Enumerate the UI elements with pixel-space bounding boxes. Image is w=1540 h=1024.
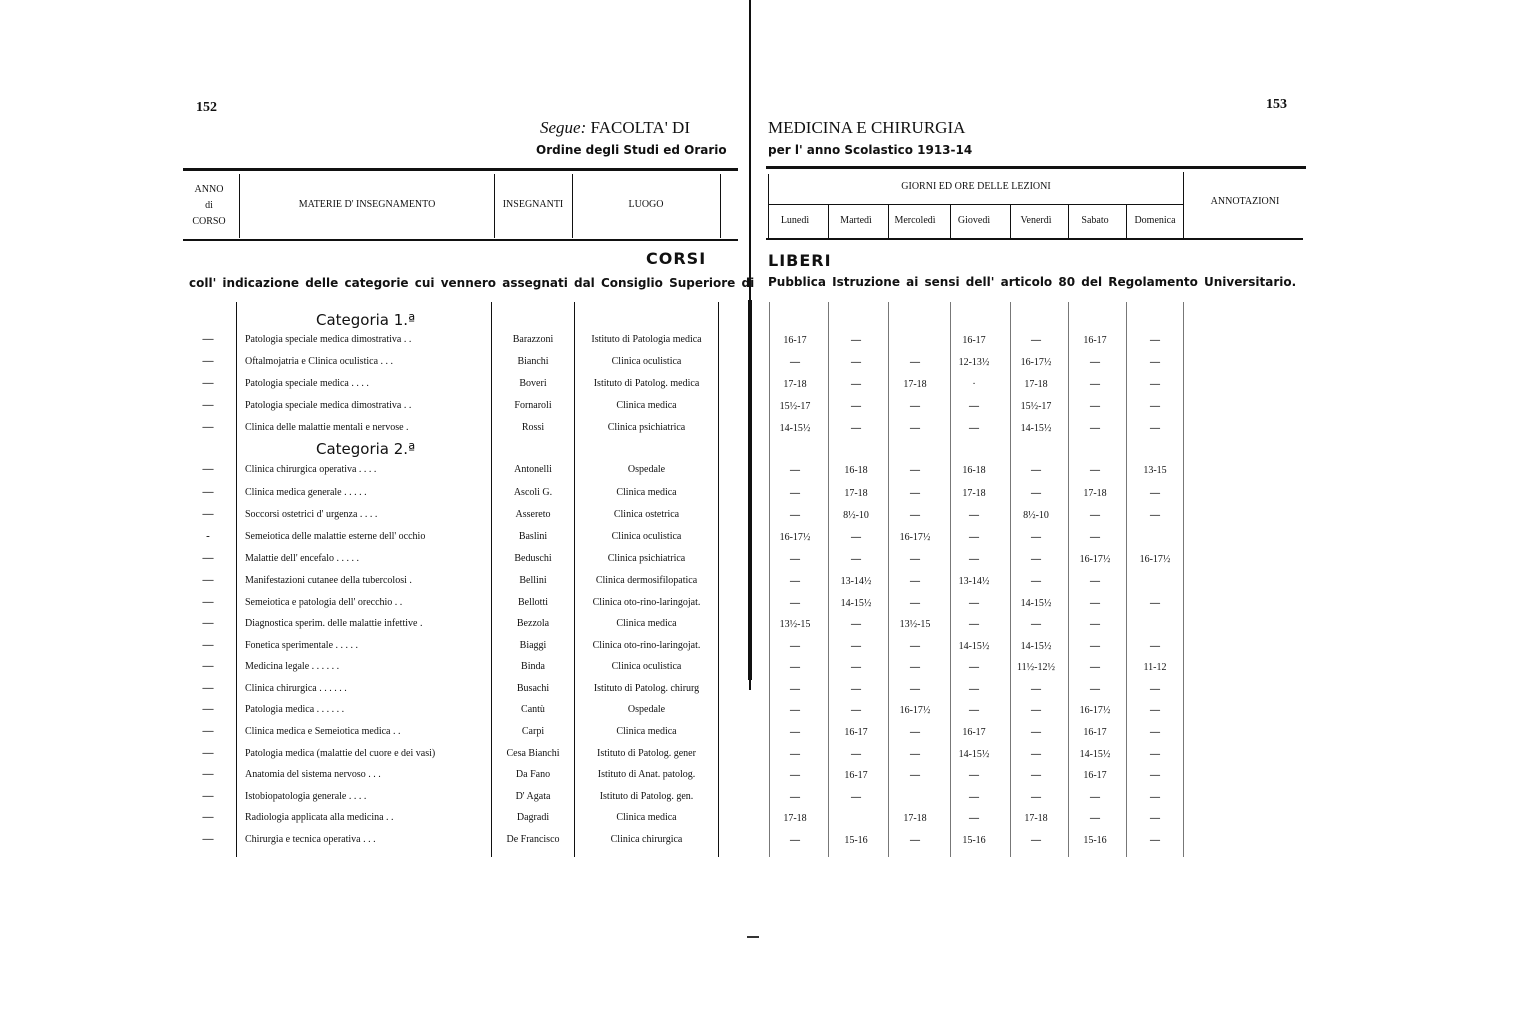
row-luogo: Istituto di Patolog. gener: [597, 748, 696, 759]
title-prefix: Segue:: [540, 118, 587, 137]
row-orario-martedì: —: [851, 684, 861, 695]
row-orario-giovedì: 13-14½: [958, 576, 990, 587]
row-anno: —: [202, 682, 214, 694]
right-title: MEDICINA E CHIRURGIA: [768, 118, 966, 137]
row-orario-domenica: —: [1150, 423, 1160, 434]
row-luogo: Clinica medica: [616, 618, 677, 629]
row-luogo: Istituto di Patolog. gen.: [599, 791, 694, 802]
row-orario-mercoledì: —: [910, 423, 920, 434]
row-orario-martedì: —: [851, 619, 861, 630]
row-anno: —: [202, 421, 214, 433]
row-orario-venerdì: 15½-17: [1020, 401, 1052, 412]
row-orario-domenica: —: [1150, 813, 1160, 824]
row-orario-giovedì: 12-13½: [958, 357, 990, 368]
category-1-title: Categoria 1.ª: [316, 311, 416, 329]
annotazioni-header: ANNOTAZIONI: [1210, 196, 1280, 207]
row-materia: Clinica chirurgica . . . . . .: [245, 683, 347, 694]
row-insegnante: D' Agata: [515, 791, 551, 802]
row-luogo: Istituto di Patolog. chirurg: [593, 683, 700, 694]
row-orario-mercoledì: —: [910, 727, 920, 738]
row-insegnante: Beduschi: [514, 553, 552, 564]
row-orario-domenica: —: [1150, 335, 1160, 346]
hdr-sep-r8: [1183, 172, 1184, 238]
category-2-title: Categoria 2.ª: [316, 440, 416, 458]
day-header-2: Mercoledì: [894, 215, 936, 226]
row-orario-mercoledì: —: [910, 465, 920, 476]
day-header-sep: [950, 205, 951, 238]
row-insegnante: Biaggi: [519, 640, 547, 651]
row-insegnante: Baslini: [518, 531, 548, 542]
row-anno: —: [202, 355, 214, 367]
row-luogo: Clinica medica: [616, 812, 677, 823]
row-orario-giovedì: 16-18: [962, 465, 986, 476]
row-materia: Anatomia del sistema nervoso . . .: [245, 769, 381, 780]
day-header-sep: [1126, 205, 1127, 238]
row-anno: —: [202, 333, 214, 345]
row-orario-sabato: —: [1090, 465, 1100, 476]
giorni-subrule: [769, 204, 1183, 205]
row-orario-sabato: —: [1090, 684, 1100, 695]
row-anno: —: [202, 790, 214, 802]
right-page-number: 153: [1266, 97, 1287, 112]
row-orario-mercoledì: —: [910, 684, 920, 695]
luogo-header: LUOGO: [628, 199, 664, 210]
row-insegnante: Carpi: [521, 726, 545, 737]
row-orario-martedì: 15-16: [844, 835, 868, 846]
row-orario-mercoledì: 17-18: [903, 379, 927, 390]
row-anno: —: [202, 377, 214, 389]
row-orario-mercoledì: 13½-15: [899, 619, 931, 630]
row-orario-giovedì: 15-16: [962, 835, 986, 846]
row-luogo: Clinica ostetrica: [613, 509, 680, 520]
row-orario-mercoledì: —: [910, 554, 920, 565]
row-anno: —: [202, 811, 214, 823]
row-orario-venerdì: 11½-12½: [1017, 662, 1055, 673]
row-orario-domenica: —: [1150, 488, 1160, 499]
row-orario-lunedì: —: [790, 357, 800, 368]
row-anno: —: [202, 660, 214, 672]
row-materia: Semeiotica delle malattie esterne dell' occhio: [245, 531, 426, 542]
row-orario-domenica: —: [1150, 705, 1160, 716]
row-anno: —: [202, 508, 214, 520]
row-orario-lunedì: 17-18: [783, 813, 807, 824]
row-orario-sabato: —: [1090, 576, 1100, 587]
bottom-mark: [747, 936, 759, 938]
row-orario-sabato: —: [1090, 662, 1100, 673]
row-orario-venerdì: —: [1031, 576, 1041, 587]
row-insegnante: Da Fano: [515, 769, 551, 780]
row-luogo: Clinica medica: [616, 400, 677, 411]
row-insegnante: Fornaroli: [514, 400, 552, 411]
row-orario-lunedì: —: [790, 598, 800, 609]
row-orario-giovedì: 14-15½: [958, 641, 990, 652]
row-orario-lunedì: 16-17: [783, 335, 807, 346]
row-insegnante: Cesa Bianchi: [506, 748, 560, 759]
row-orario-sabato: —: [1090, 357, 1100, 368]
row-materia: Istobiopatologia generale . . . .: [245, 791, 367, 802]
row-orario-venerdì: 14-15½: [1020, 598, 1052, 609]
row-orario-domenica: —: [1150, 727, 1160, 738]
anno-header-line1: ANNO: [194, 184, 224, 195]
row-materia: Clinica medica generale . . . . .: [245, 487, 367, 498]
row-orario-martedì: 16-17: [844, 727, 868, 738]
row-orario-domenica: —: [1150, 357, 1160, 368]
row-luogo: Clinica oculistica: [611, 661, 682, 672]
row-orario-sabato: —: [1090, 532, 1100, 543]
row-orario-giovedì: —: [969, 510, 979, 521]
row-orario-sabato: 16-17: [1083, 335, 1107, 346]
row-orario-martedì: —: [851, 554, 861, 565]
row-insegnante: Dagradi: [516, 812, 550, 823]
row-orario-giovedì: ·: [972, 379, 976, 390]
row-anno: —: [202, 463, 214, 475]
row-orario-lunedì: 14-15½: [779, 423, 811, 434]
row-luogo: Clinica chirurgica: [610, 834, 683, 845]
row-orario-giovedì: —: [969, 619, 979, 630]
row-anno: —: [202, 725, 214, 737]
row-orario-venerdì: —: [1031, 554, 1041, 565]
insegnanti-header: INSEGNANTI: [502, 199, 564, 210]
row-orario-domenica: —: [1150, 379, 1160, 390]
row-insegnante: Antonelli: [514, 464, 552, 475]
row-materia: Clinica chirurgica operativa . . . .: [245, 464, 377, 475]
right-subtitle: per l' anno Scolastico 1913-14: [768, 143, 973, 157]
row-orario-mercoledì: 16-17½: [899, 705, 931, 716]
row-orario-domenica: 16-17½: [1139, 554, 1171, 565]
row-orario-sabato: —: [1090, 641, 1100, 652]
row-materia: Fonetica sperimentale . . . . .: [245, 640, 359, 651]
row-orario-giovedì: 16-17: [962, 335, 986, 346]
row-orario-giovedì: 16-17: [962, 727, 986, 738]
row-materia: Semeiotica e patologia dell' orecchio . .: [245, 597, 403, 608]
row-orario-martedì: 13-14½: [840, 576, 872, 587]
row-orario-sabato: 16-17½: [1079, 705, 1111, 716]
row-orario-martedì: —: [851, 401, 861, 412]
row-anno: —: [202, 399, 214, 411]
row-orario-martedì: —: [851, 749, 861, 760]
row-luogo: Istituto di Anat. patolog.: [597, 769, 696, 780]
row-orario-sabato: —: [1090, 619, 1100, 630]
row-orario-lunedì: 13½-15: [779, 619, 811, 630]
row-orario-giovedì: —: [969, 532, 979, 543]
row-orario-domenica: —: [1150, 770, 1160, 781]
row-materia: Clinica delle malattie mentali e nervose .: [245, 422, 409, 433]
row-orario-domenica: 11-12: [1143, 662, 1167, 673]
row-orario-giovedì: —: [969, 770, 979, 781]
row-luogo: Istituto di Patologia medica: [591, 334, 702, 345]
row-orario-lunedì: —: [790, 684, 800, 695]
right-header-top-rule: [766, 166, 1306, 169]
day-header-1: Martedì: [840, 215, 872, 226]
day-header-4: Venerdì: [1020, 215, 1052, 226]
row-orario-venerdì: —: [1031, 619, 1041, 630]
row-materia: Medicina legale . . . . . .: [245, 661, 340, 672]
day-header-5: Sabato: [1081, 215, 1109, 226]
row-orario-venerdì: 17-18: [1024, 813, 1048, 824]
row-orario-venerdì: —: [1031, 835, 1041, 846]
row-orario-mercoledì: —: [910, 662, 920, 673]
row-orario-mercoledì: —: [910, 835, 920, 846]
row-orario-martedì: —: [851, 423, 861, 434]
row-anno: —: [202, 833, 214, 845]
row-orario-venerdì: 16-17½: [1020, 357, 1052, 368]
left-subtitle: Ordine degli Studi ed Orario: [536, 143, 727, 157]
row-insegnante: Binda: [521, 661, 545, 672]
row-materia: Chirurgia e tecnica operativa . . .: [245, 834, 376, 845]
row-orario-venerdì: 14-15½: [1020, 641, 1052, 652]
row-materia: Manifestazioni cutanee della tubercolosi .: [245, 575, 412, 586]
row-orario-venerdì: —: [1031, 727, 1041, 738]
left-header-top-rule: [183, 168, 738, 171]
row-orario-giovedì: —: [969, 813, 979, 824]
row-anno: —: [202, 617, 214, 629]
row-orario-martedì: —: [851, 357, 861, 368]
row-orario-martedì: —: [851, 335, 861, 346]
row-orario-lunedì: —: [790, 641, 800, 652]
row-orario-sabato: —: [1090, 598, 1100, 609]
row-orario-venerdì: —: [1031, 488, 1041, 499]
day-header-sep: [1010, 205, 1011, 238]
row-orario-martedì: 14-15½: [840, 598, 872, 609]
row-orario-mercoledì: —: [910, 510, 920, 521]
row-orario-giovedì: —: [969, 684, 979, 695]
row-orario-venerdì: —: [1031, 532, 1041, 543]
row-orario-sabato: 15-16: [1083, 835, 1107, 846]
row-insegnante: De Francisco: [506, 834, 560, 845]
section-subtitle-left: coll' indicazione delle categorie cui vennero assegnati dal Consiglio Superiore di: [189, 276, 755, 290]
row-orario-venerdì: 17-18: [1024, 379, 1048, 390]
row-materia: Patologia speciale medica dimostrativa . .: [245, 400, 412, 411]
row-orario-lunedì: —: [790, 835, 800, 846]
row-luogo: Clinica medica: [616, 726, 677, 737]
row-orario-venerdì: —: [1031, 770, 1041, 781]
row-orario-domenica: —: [1150, 401, 1160, 412]
spine-thick: [748, 300, 752, 680]
row-orario-lunedì: —: [790, 554, 800, 565]
row-orario-giovedì: —: [969, 423, 979, 434]
row-orario-mercoledì: —: [910, 357, 920, 368]
row-orario-martedì: —: [851, 641, 861, 652]
row-insegnante: Bellini: [519, 575, 547, 586]
row-materia: Malattie dell' encefalo . . . . .: [245, 553, 359, 564]
section-title-liberi: LIBERI: [768, 251, 832, 270]
row-luogo: Clinica oto-rino-laringojat.: [592, 640, 701, 651]
row-anno: —: [202, 486, 214, 498]
row-materia: Diagnostica sperim. delle malattie infettive .: [245, 618, 423, 629]
row-orario-domenica: —: [1150, 598, 1160, 609]
row-orario-domenica: —: [1150, 792, 1160, 803]
row-luogo: Clinica oculistica: [611, 531, 682, 542]
row-orario-venerdì: —: [1031, 335, 1041, 346]
row-luogo: Clinica oculistica: [611, 356, 682, 367]
row-materia: Patologia speciale medica . . . .: [245, 378, 369, 389]
row-materia: Radiologia applicata alla medicina . .: [245, 812, 394, 823]
row-orario-sabato: —: [1090, 792, 1100, 803]
row-insegnante: Rossi: [521, 422, 545, 433]
row-materia: Patologia medica (malattie del cuore e dei vasi): [245, 748, 436, 759]
row-orario-mercoledì: —: [910, 770, 920, 781]
row-orario-martedì: —: [851, 532, 861, 543]
row-orario-martedì: —: [851, 705, 861, 716]
day-header-sep: [1068, 205, 1069, 238]
row-orario-martedì: 8½-10: [843, 510, 869, 521]
row-anno: -: [206, 530, 210, 542]
row-orario-giovedì: —: [969, 705, 979, 716]
day-header-sep: [828, 205, 829, 238]
row-orario-mercoledì: 17-18: [903, 813, 927, 824]
row-insegnante: Barazzoni: [512, 334, 554, 345]
row-orario-sabato: —: [1090, 813, 1100, 824]
row-orario-martedì: —: [851, 662, 861, 673]
row-orario-mercoledì: —: [910, 488, 920, 499]
row-orario-lunedì: —: [790, 662, 800, 673]
row-insegnante: Bezzola: [516, 618, 550, 629]
row-orario-venerdì: —: [1031, 705, 1041, 716]
row-orario-martedì: —: [851, 379, 861, 390]
row-luogo: Ospedale: [627, 464, 666, 475]
row-orario-lunedì: —: [790, 488, 800, 499]
row-orario-lunedì: —: [790, 749, 800, 760]
anno-header: [183, 182, 235, 230]
row-anno: —: [202, 747, 214, 759]
row-orario-venerdì: 8½-10: [1023, 510, 1049, 521]
row-anno: —: [202, 574, 214, 586]
day-header-sep: [888, 205, 889, 238]
row-orario-lunedì: —: [790, 510, 800, 521]
section-title-corsi: CORSI: [646, 249, 707, 268]
row-orario-venerdì: —: [1031, 465, 1041, 476]
row-orario-domenica: —: [1150, 510, 1160, 521]
row-anno: —: [202, 596, 214, 608]
row-orario-giovedì: 17-18: [962, 488, 986, 499]
row-anno: —: [202, 552, 214, 564]
row-orario-sabato: —: [1090, 423, 1100, 434]
row-luogo: Clinica psichiatrica: [607, 553, 686, 564]
row-orario-mercoledì: 16-17½: [899, 532, 931, 543]
row-orario-mercoledì: —: [910, 576, 920, 587]
row-orario-sabato: —: [1090, 510, 1100, 521]
row-orario-giovedì: —: [969, 662, 979, 673]
row-orario-sabato: 17-18: [1083, 488, 1107, 499]
left-page-number: 152: [196, 100, 217, 115]
row-anno: —: [202, 768, 214, 780]
row-orario-domenica: —: [1150, 835, 1160, 846]
row-orario-giovedì: —: [969, 598, 979, 609]
row-insegnante: Boveri: [519, 378, 547, 389]
row-orario-lunedì: —: [790, 770, 800, 781]
row-orario-lunedì: —: [790, 465, 800, 476]
row-orario-domenica: —: [1150, 684, 1160, 695]
body-sep-1: [236, 302, 237, 857]
row-orario-giovedì: —: [969, 554, 979, 565]
row-orario-sabato: 16-17: [1083, 770, 1107, 781]
row-luogo: Clinica dermosifilopatica: [595, 575, 698, 586]
row-insegnante: Cantù: [521, 704, 545, 715]
row-orario-sabato: —: [1090, 401, 1100, 412]
day-header-6: Domenica: [1134, 215, 1176, 226]
row-orario-mercoledì: —: [910, 749, 920, 760]
title-text: FACOLTA' DI: [590, 118, 690, 137]
row-orario-lunedì: —: [790, 792, 800, 803]
row-luogo: Clinica medica: [616, 487, 677, 498]
section-subtitle-right: Pubblica Istruzione ai sensi dell' articolo 80 del Regolamento Universitario.: [768, 275, 1297, 289]
row-insegnante: Assereto: [515, 509, 551, 520]
materie-header: MATERIE D' INSEGNAMENTO: [298, 199, 436, 210]
row-orario-martedì: 17-18: [844, 488, 868, 499]
row-orario-lunedì: —: [790, 705, 800, 716]
row-orario-giovedì: —: [969, 792, 979, 803]
row-orario-giovedì: 14-15½: [958, 749, 990, 760]
row-orario-martedì: 16-18: [844, 465, 868, 476]
row-insegnante: Busachi: [516, 683, 550, 694]
hdr-sep-4: [720, 174, 721, 238]
row-anno: —: [202, 639, 214, 651]
row-luogo: Ospedale: [627, 704, 666, 715]
row-insegnante: Ascoli G.: [513, 487, 553, 498]
row-luogo: Istituto di Patolog. medica: [593, 378, 700, 389]
row-orario-mercoledì: —: [910, 401, 920, 412]
row-materia: Clinica medica e Semeiotica medica . .: [245, 726, 401, 737]
row-materia: Soccorsi ostetrici d' urgenza . . . .: [245, 509, 378, 520]
giorni-header: GIORNI ED ORE DELLE LEZIONI: [901, 181, 1051, 192]
row-orario-domenica: 13-15: [1143, 465, 1167, 476]
day-header-3: Giovedì: [957, 215, 991, 226]
row-orario-venerdì: 14-15½: [1020, 423, 1052, 434]
row-orario-lunedì: —: [790, 727, 800, 738]
row-anno: —: [202, 703, 214, 715]
row-luogo: Clinica oto-rino-laringojat.: [592, 597, 701, 608]
row-materia: Patologia speciale medica dimostrativa . .: [245, 334, 412, 345]
row-orario-lunedì: 17-18: [783, 379, 807, 390]
row-orario-domenica: —: [1150, 749, 1160, 760]
row-orario-sabato: —: [1090, 379, 1100, 390]
row-orario-mercoledì: —: [910, 641, 920, 652]
row-orario-martedì: —: [851, 792, 861, 803]
row-orario-domenica: —: [1150, 641, 1160, 652]
row-materia: Oftalmojatria e Clinica oculistica . . .: [245, 356, 394, 367]
row-orario-sabato: 14-15½: [1079, 749, 1111, 760]
anno-header-line2: di: [205, 200, 213, 211]
row-orario-martedì: 16-17: [844, 770, 868, 781]
day-header-0: Lunedì: [780, 215, 810, 226]
row-luogo: Clinica psichiatrica: [607, 422, 686, 433]
right-header-bottom-rule: [766, 238, 1303, 240]
row-orario-venerdì: —: [1031, 749, 1041, 760]
row-insegnante: Bianchi: [517, 356, 549, 367]
row-insegnante: Bellotti: [518, 597, 548, 608]
row-orario-sabato: 16-17: [1083, 727, 1107, 738]
anno-header-line3: CORSO: [192, 216, 226, 227]
row-orario-sabato: 16-17½: [1079, 554, 1111, 565]
left-title: [540, 118, 690, 138]
row-orario-mercoledì: —: [910, 598, 920, 609]
row-orario-venerdì: —: [1031, 792, 1041, 803]
row-orario-venerdì: —: [1031, 684, 1041, 695]
left-header-bottom-rule: [183, 239, 738, 241]
row-orario-lunedì: —: [790, 576, 800, 587]
row-orario-giovedì: —: [969, 401, 979, 412]
row-orario-lunedì: 16-17½: [779, 532, 811, 543]
body-sep-4: [718, 302, 719, 857]
row-materia: Patologia medica . . . . . .: [245, 704, 345, 715]
row-orario-lunedì: 15½-17: [779, 401, 811, 412]
